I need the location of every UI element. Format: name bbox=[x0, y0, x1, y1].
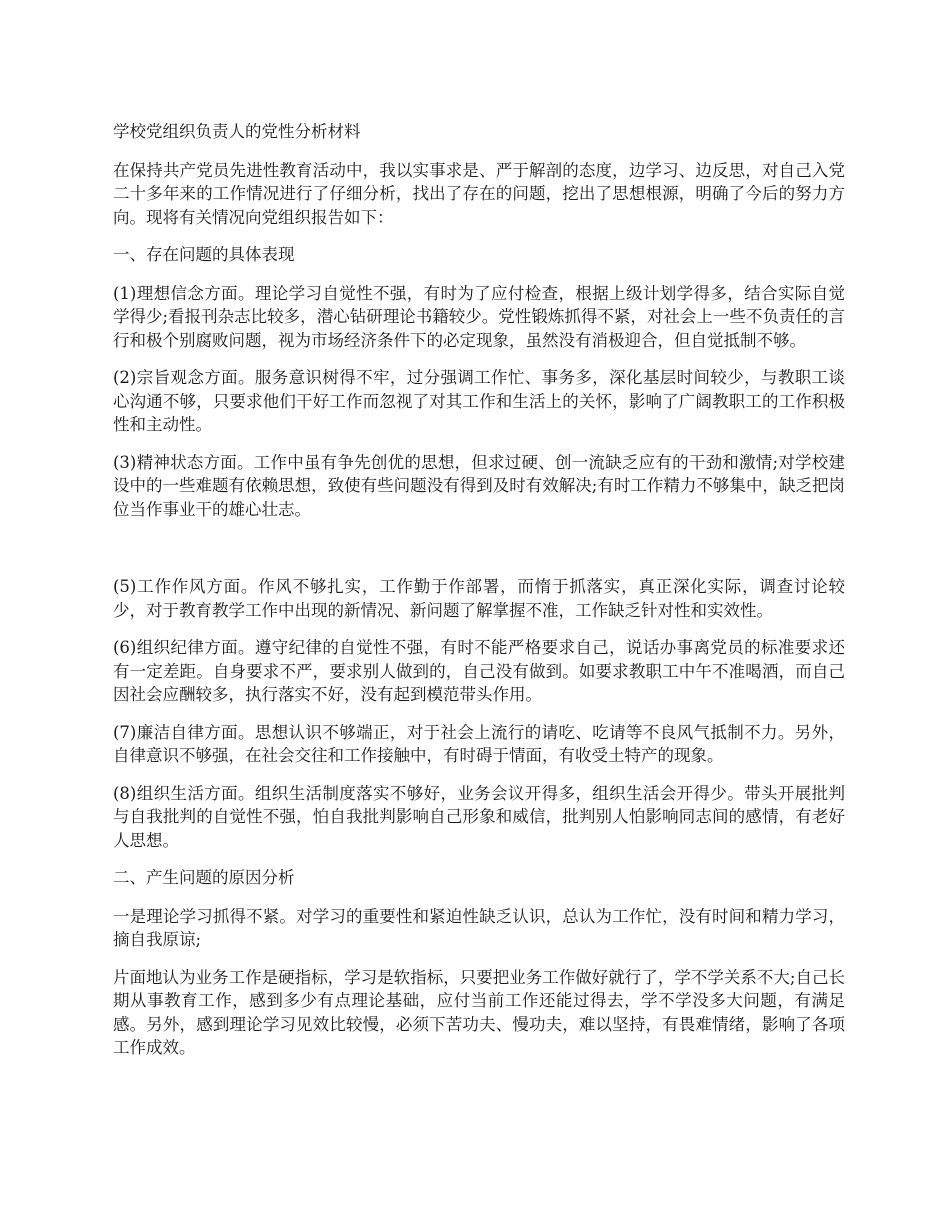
issue-paragraph-8: (8)组织生活方面。组织生活制度落实不够好，业务会议开得多，组织生活会开得少。带头开展批判与自我批判的自觉性不强，怕自我批判影响自己形象和威信，批判别人怕影响同志间的感情，有老好人思想。 bbox=[113, 783, 845, 850]
issue-paragraph-7: (7)廉洁自律方面。思想认识不够端正，对于社会上流行的请吃、吃请等不良风气抵制不力。另外，自律意识不够强，在社会交往和工作接触中，有时碍于情面，有收受土特产的现象。 bbox=[113, 722, 845, 765]
issue-paragraph-2: (2)宗旨观念方面。服务意识树得不牢，过分强调工作忙、事务多，深化基层时间较少，与教职工谈心沟通不够，只要求他们干好工作而忽视了对其工作和生活上的关怀，影响了广阔教职工的工作积极性和主动性。 bbox=[113, 368, 845, 434]
section2-heading: 二、产生问题的原因分析 bbox=[113, 868, 295, 887]
issue-paragraph-3: (3)精神状态方面。工作中虽有争先创优的思想，但求过硬、创一流缺乏应有的干劲和激情;对学校建设中的一些难题有依赖思想，致使有些问题没有得到及时有效解决;有时工作精力不够集中，缺乏把岗位当作事业干的雄心壮志。 bbox=[113, 452, 845, 519]
blank-gap bbox=[113, 535, 845, 575]
issue-paragraph-5: (5)工作作风方面。作风不够扎实，工作勤于作部署，而惰于抓落实，真正深化实际，调查讨论较少，对于教育教学工作中出现的新情况、新问题了解掌握不准，工作缺乏针对性和实效性。 bbox=[113, 577, 845, 620]
document-title: 学校党组织负责人的党性分析材料 bbox=[113, 122, 361, 141]
intro-paragraph: 在保持共产党员先进性教育活动中，我以实事求是、严于解剖的态度，边学习、边反思，对自己入党二十多年来的工作情况进行了仔细分析，找出了存在的问题，挖出了思想根源，明确了今后的努力方向。现将有关情况向党组织报告如下： bbox=[113, 160, 845, 227]
cause-paragraph-1: 一是理论学习抓得不紧。对学习的重要性和紧迫性缺乏认识，总认为工作忙，没有时间和精力学习，摘自我原谅; bbox=[113, 906, 845, 949]
cause-paragraph-2: 片面地认为业务工作是硬指标，学习是软指标，只要把业务工作做好就行了，学不学关系不大;自己长期从事教育工作，感到多少有点理论基础，应付当前工作还能过得去，学不学没多大问题，有满足感。另外，感到理论学习见效比较慢，必须下苦功夫、慢功夫，难以坚持，有畏难情绪，影响了各项工作成效。 bbox=[113, 967, 845, 1057]
issue-paragraph-6: (6)组织纪律方面。遵守纪律的自觉性不强，有时不能严格要求自己，说话办事离党员的标准要求还有一定差距。自身要求不严，要求别人做到的，自己没有做到。如要求教职工中午不准喝酒，而自己因社会应酬较多，执行落实不好，没有起到模范带头作用。 bbox=[113, 638, 845, 704]
section1-heading: 一、存在问题的具体表现 bbox=[113, 245, 295, 264]
issue-paragraph-1: (1)理想信念方面。理论学习自觉性不强，有时为了应付检查，根据上级计划学得多，结合实际自觉学得少;看报刊杂志比较多，潜心钻研理论书籍较少。党性锻炼抓得不紧，对社会上一些不负责任的言行和极个别腐败问题，视为市场经济条件下的必定现象，虽然没有消极迎合，但自觉抵制不够。 bbox=[113, 283, 845, 350]
document-page bbox=[113, 120, 845, 1074]
